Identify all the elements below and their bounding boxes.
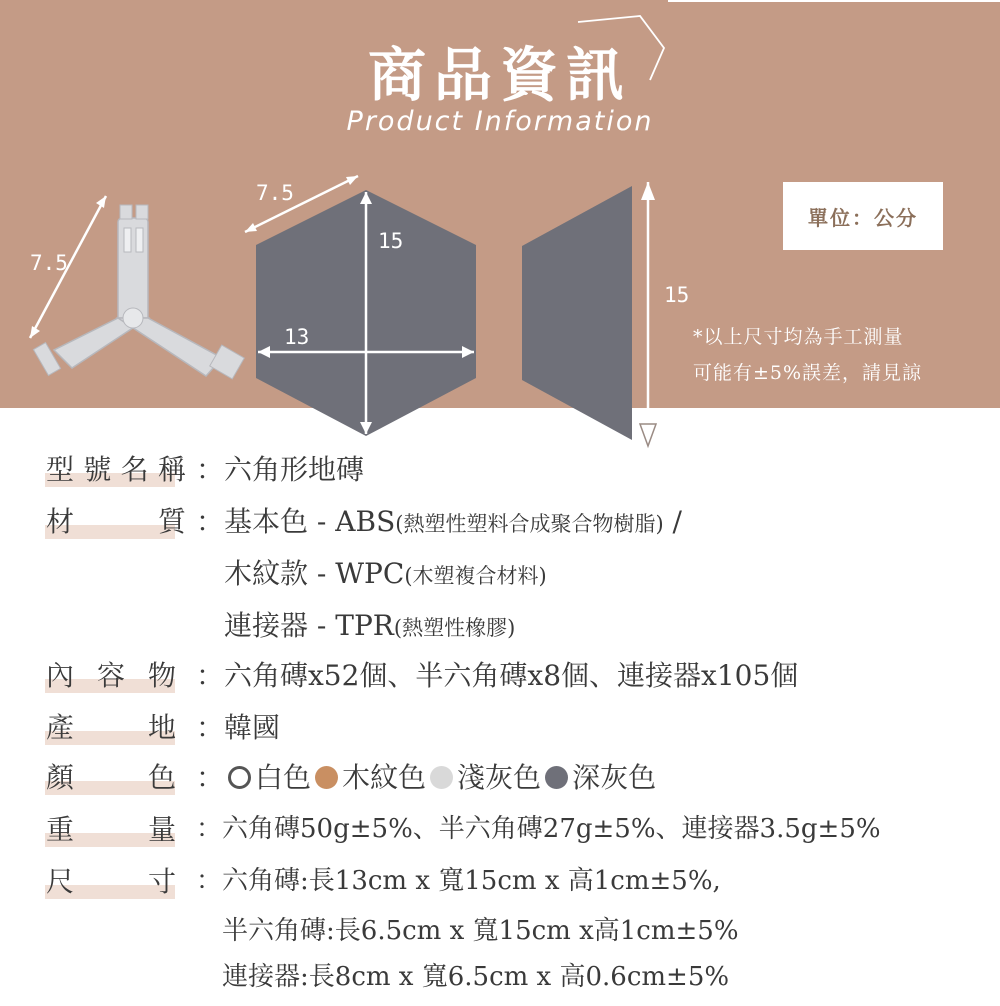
spec-value-text: 六角形地磚 xyxy=(224,453,365,486)
size-line: 六角磚:長13cm x 寬15cm x 高1cm±5%, xyxy=(222,866,721,896)
title-frame-decoration xyxy=(578,16,664,80)
measurement-note-line2: 可能有±5%誤差，請見諒 xyxy=(693,362,923,384)
spec-value: ：六角形地磚 xyxy=(196,453,365,486)
spec-label xyxy=(46,448,186,488)
color-swatch-white xyxy=(228,766,251,789)
spec-row-material-2 xyxy=(0,552,1000,602)
hexagon-height-label: 15 xyxy=(378,229,404,253)
size-line: 連接器:長8cm x 寬6.5cm x 高0.6cm±5% xyxy=(222,962,730,992)
half-hexagon-tile-image xyxy=(522,186,632,440)
material-line-detail: (木塑複合材料) xyxy=(404,564,547,588)
spec-label xyxy=(46,500,186,540)
spec-row-model xyxy=(0,448,1000,498)
spec-label-char: 物 xyxy=(147,659,176,692)
color-swatch-dark-gray xyxy=(545,766,568,789)
material-line-main: 基本色 - ABS xyxy=(224,505,396,538)
color-swatch-wood xyxy=(315,766,338,789)
spec-label-char: 號 xyxy=(83,453,112,486)
spec-value xyxy=(196,604,515,644)
color-name: 淺灰色 xyxy=(457,761,542,794)
spec-value xyxy=(196,552,547,592)
spec-label-char: 量 xyxy=(147,813,176,846)
spec-row-size-2 xyxy=(0,910,1000,960)
spec-label-char: 名 xyxy=(120,453,149,486)
spec-value xyxy=(196,956,729,993)
spec-label-char: 材 xyxy=(46,505,75,538)
material-line-detail: (熱塑性塑料合成聚合物樹脂) xyxy=(395,512,664,536)
spec-label xyxy=(46,654,176,694)
spec-label-char: 內 xyxy=(46,659,75,692)
color-name: 白色 xyxy=(255,761,312,794)
spec-value: ：六角磚50g±5%、半六角磚27g±5%、連接器3.5g±5% xyxy=(196,814,881,844)
spec-value: ：基本色 - ABS(熱塑性塑料合成聚合物樹脂) / xyxy=(196,505,682,538)
spec-value: ：韓國 xyxy=(196,711,281,744)
spec-label-char: 尺 xyxy=(46,865,75,898)
color-swatch-light-gray xyxy=(430,766,453,789)
spec-label-char: 型 xyxy=(46,453,75,486)
spec-value-text: 韓國 xyxy=(224,711,281,744)
spec-label-char: 色 xyxy=(147,761,176,794)
spec-label xyxy=(46,860,176,900)
spec-value: ： 白色 木紋色 淺灰色 深灰色 xyxy=(196,761,657,794)
size-line: 半六角磚:長6.5cm x 寬15cm x高1cm±5% xyxy=(222,916,739,946)
spec-row-weight xyxy=(0,808,1000,858)
spec-row-contents xyxy=(0,654,1000,704)
material-line-main: 連接器 - TPR xyxy=(224,609,394,642)
spec-label-char: 質 xyxy=(157,505,186,538)
spec-label xyxy=(46,808,176,848)
spec-row-size-3 xyxy=(0,956,1000,1006)
color-name: 深灰色 xyxy=(572,761,657,794)
spec-label-char: 稱 xyxy=(157,453,186,486)
spec-value-text: 六角磚50g±5%、半六角磚27g±5%、連接器3.5g±5% xyxy=(222,814,881,844)
material-line-detail: (熱塑性橡膠) xyxy=(393,616,516,640)
connector-dimension-label: 7.5 xyxy=(30,251,68,275)
material-line-main: 木紋款 - WPC xyxy=(224,557,405,590)
spec-label-char: 容 xyxy=(96,659,125,692)
spec-row-material-3 xyxy=(0,604,1000,654)
connector-image xyxy=(33,205,244,379)
spec-row-origin xyxy=(0,706,1000,756)
spec-row-material xyxy=(0,500,1000,550)
spec-label xyxy=(46,706,176,746)
spec-value: ：六角磚:長13cm x 寬15cm x 高1cm±5%, xyxy=(196,866,721,896)
material-line-tail: / xyxy=(663,505,682,538)
page-title: 商品資訊 xyxy=(367,41,632,109)
spec-label-char: 產 xyxy=(46,711,75,744)
measurement-note-line1: *以上尺寸均為手工測量 xyxy=(693,326,904,348)
unit-badge: 單位：公分 xyxy=(783,182,943,250)
spec-value xyxy=(196,910,739,947)
color-name: 木紋色 xyxy=(342,761,427,794)
spec-label-char: 地 xyxy=(147,711,176,744)
spec-row-colors xyxy=(0,756,1000,806)
hexagon-width-label: 13 xyxy=(284,325,310,349)
half-hexagon-height-label: 15 xyxy=(664,283,690,307)
page-subtitle: Product Information xyxy=(346,106,654,137)
spec-row-size xyxy=(0,860,1000,910)
spec-value-text: 六角磚x52個、半六角磚x8個、連接器x105個 xyxy=(224,659,799,692)
spec-label-char: 顏 xyxy=(46,761,75,794)
spec-label-char: 寸 xyxy=(147,865,176,898)
spec-label xyxy=(46,756,176,796)
spec-label-char: 重 xyxy=(46,813,75,846)
hexagon-top-dimension-label: 7.5 xyxy=(256,181,294,205)
spec-value: ：六角磚x52個、半六角磚x8個、連接器x105個 xyxy=(196,659,799,692)
